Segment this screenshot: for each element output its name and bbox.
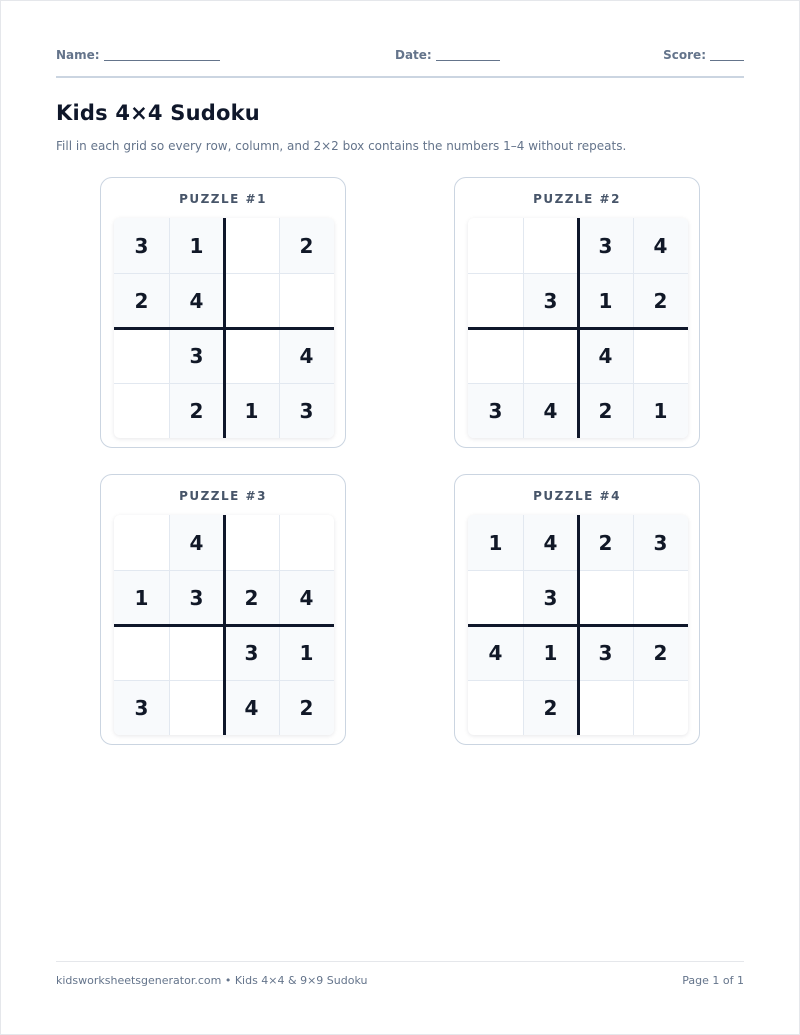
sudoku-cell-given: 1 <box>578 273 633 328</box>
box-divider-horizontal <box>468 327 688 330</box>
sudoku-cell-given: 1 <box>224 383 279 438</box>
sudoku-cell-given: 3 <box>169 328 224 383</box>
sudoku-cell-empty[interactable] <box>468 328 523 383</box>
sudoku-cell-empty[interactable] <box>169 680 224 735</box>
sudoku-cell-given: 3 <box>578 625 633 680</box>
sudoku-cell-given: 3 <box>633 515 688 570</box>
sudoku-cell-given: 3 <box>114 680 169 735</box>
sudoku-cell-given: 3 <box>169 570 224 625</box>
name-blank[interactable] <box>104 48 220 61</box>
sudoku-cell-given: 2 <box>578 515 633 570</box>
sudoku-cell-given: 4 <box>169 515 224 570</box>
score-blank[interactable] <box>710 48 744 61</box>
sudoku-cell-given: 4 <box>578 328 633 383</box>
sudoku-cell-empty[interactable] <box>279 273 334 328</box>
sudoku-cell-given: 2 <box>279 680 334 735</box>
sudoku-grid <box>114 218 334 438</box>
sudoku-cell-empty[interactable] <box>169 625 224 680</box>
box-divider-horizontal <box>114 624 334 627</box>
puzzle-title: PUZZLE #4 <box>533 489 621 503</box>
sudoku-cell-empty[interactable] <box>468 570 523 625</box>
sudoku-cell-empty[interactable] <box>633 680 688 735</box>
sudoku-cell-given: 4 <box>633 218 688 273</box>
puzzle-title: PUZZLE #1 <box>179 192 267 206</box>
sudoku-cell-empty[interactable] <box>468 273 523 328</box>
sudoku-cell-given: 4 <box>523 383 578 438</box>
sudoku-cell-given: 1 <box>633 383 688 438</box>
sudoku-cell-given: 2 <box>169 383 224 438</box>
sudoku-cell-given: 1 <box>468 515 523 570</box>
sudoku-cell-given: 2 <box>633 273 688 328</box>
sudoku-cell-given: 4 <box>279 328 334 383</box>
sudoku-cell-given: 3 <box>224 625 279 680</box>
sudoku-cell-empty[interactable] <box>279 515 334 570</box>
name-label: Name: <box>56 48 100 62</box>
footer-source: kidsworksheetsgenerator.com • Kids 4×4 & 9×9 Sudoku <box>56 974 368 987</box>
sudoku-cell-empty[interactable] <box>114 383 169 438</box>
sudoku-cell-given: 2 <box>633 625 688 680</box>
score-label: Score: <box>663 48 706 62</box>
page-title: Kids 4×4 Sudoku <box>56 101 260 125</box>
sudoku-cell-empty[interactable] <box>468 680 523 735</box>
puzzle-title: PUZZLE #3 <box>179 489 267 503</box>
puzzle-card-1 <box>100 177 346 448</box>
sudoku-cell-given: 4 <box>468 625 523 680</box>
sudoku-cell-empty[interactable] <box>114 625 169 680</box>
sudoku-cell-given: 2 <box>279 218 334 273</box>
sudoku-cell-given: 1 <box>114 570 169 625</box>
sudoku-cell-empty[interactable] <box>224 273 279 328</box>
sudoku-cell-given: 2 <box>114 273 169 328</box>
sudoku-cell-empty[interactable] <box>578 680 633 735</box>
sudoku-cell-empty[interactable] <box>224 218 279 273</box>
sudoku-cell-given: 4 <box>169 273 224 328</box>
sudoku-cell-given: 4 <box>279 570 334 625</box>
sudoku-cell-given: 1 <box>279 625 334 680</box>
sudoku-cell-given: 2 <box>523 680 578 735</box>
sudoku-grid <box>114 515 334 735</box>
sudoku-cell-empty[interactable] <box>224 328 279 383</box>
instructions: Fill in each grid so every row, column, and 2×2 box contains the numbers 1–4 without repeats. <box>56 139 627 153</box>
puzzle-card-2 <box>454 177 700 448</box>
sudoku-cell-empty[interactable] <box>523 328 578 383</box>
worksheet-header <box>56 48 744 68</box>
sudoku-cell-given: 1 <box>169 218 224 273</box>
sudoku-cell-empty[interactable] <box>523 218 578 273</box>
sudoku-cell-given: 4 <box>224 680 279 735</box>
puzzle-card-4 <box>454 474 700 745</box>
sudoku-cell-empty[interactable] <box>114 328 169 383</box>
box-divider-horizontal <box>114 327 334 330</box>
sudoku-cell-given: 3 <box>523 570 578 625</box>
date-label: Date: <box>395 48 432 62</box>
sudoku-cell-given: 4 <box>523 515 578 570</box>
sudoku-cell-given: 3 <box>114 218 169 273</box>
sudoku-cell-given: 3 <box>468 383 523 438</box>
date-field[interactable] <box>395 48 500 62</box>
sudoku-grid <box>468 218 688 438</box>
sudoku-cell-empty[interactable] <box>224 515 279 570</box>
name-field[interactable] <box>56 48 220 62</box>
sudoku-cell-empty[interactable] <box>468 218 523 273</box>
sudoku-cell-given: 2 <box>224 570 279 625</box>
sudoku-cell-given: 2 <box>578 383 633 438</box>
sudoku-cell-given: 3 <box>523 273 578 328</box>
sudoku-grid <box>468 515 688 735</box>
sudoku-cell-given: 3 <box>578 218 633 273</box>
date-blank[interactable] <box>436 48 500 61</box>
sudoku-cell-empty[interactable] <box>633 328 688 383</box>
score-field[interactable] <box>663 48 744 62</box>
puzzle-card-3 <box>100 474 346 745</box>
footer-page-number: Page 1 of 1 <box>682 974 744 987</box>
sudoku-cell-given: 1 <box>523 625 578 680</box>
header-divider <box>56 76 744 78</box>
sudoku-cell-empty[interactable] <box>578 570 633 625</box>
footer-divider <box>56 961 744 962</box>
sudoku-cell-empty[interactable] <box>633 570 688 625</box>
puzzle-title: PUZZLE #2 <box>533 192 621 206</box>
box-divider-horizontal <box>468 624 688 627</box>
sudoku-cell-given: 3 <box>279 383 334 438</box>
sudoku-cell-empty[interactable] <box>114 515 169 570</box>
